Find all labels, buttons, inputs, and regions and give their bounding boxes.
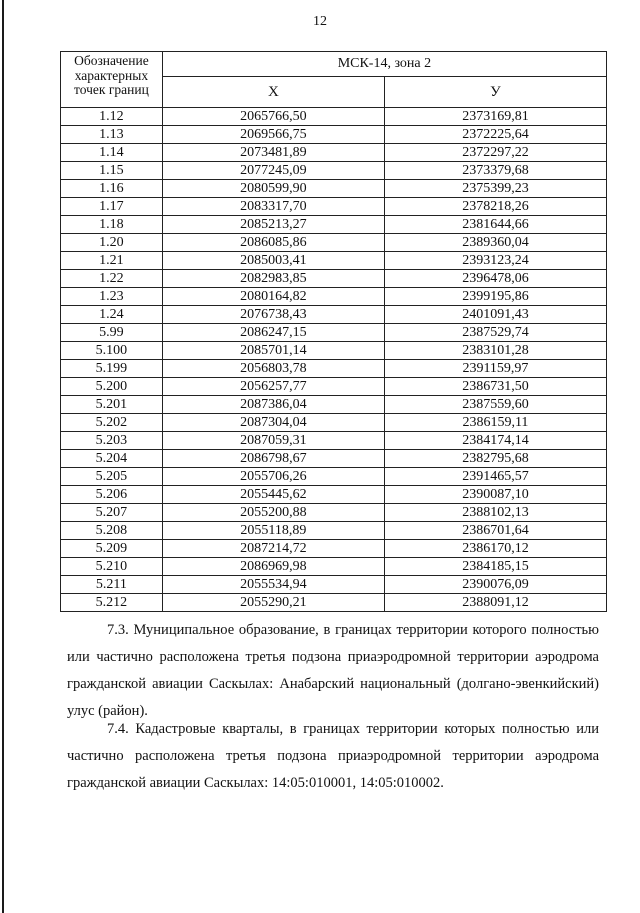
y-cell: 2378218,26 <box>384 198 606 216</box>
table-row <box>61 144 607 162</box>
y-cell: 2386701,64 <box>384 522 606 540</box>
table-row <box>61 486 607 504</box>
point-cell: 1.21 <box>61 252 163 270</box>
point-cell: 5.210 <box>61 558 163 576</box>
y-cell: 2390087,10 <box>384 486 606 504</box>
y-cell: 2375399,23 <box>384 180 606 198</box>
x-cell: 2085003,41 <box>162 252 384 270</box>
table-row <box>61 270 607 288</box>
y-cell: 2373169,81 <box>384 108 606 126</box>
x-cell: 2087214,72 <box>162 540 384 558</box>
point-cell: 1.12 <box>61 108 163 126</box>
x-cell: 2080164,82 <box>162 288 384 306</box>
x-cell: 2087386,04 <box>162 396 384 414</box>
y-cell: 2391465,57 <box>384 468 606 486</box>
x-cell: 2086085,86 <box>162 234 384 252</box>
point-cell: 1.15 <box>61 162 163 180</box>
x-cell: 2056803,78 <box>162 360 384 378</box>
point-cell: 5.205 <box>61 468 163 486</box>
point-cell: 1.20 <box>61 234 163 252</box>
table-row <box>61 450 607 468</box>
table-row <box>61 396 607 414</box>
point-cell: 1.16 <box>61 180 163 198</box>
table-row <box>61 252 607 270</box>
y-cell: 2387559,60 <box>384 396 606 414</box>
table-row <box>61 504 607 522</box>
table-row <box>61 288 607 306</box>
table-row <box>61 180 607 198</box>
point-cell: 5.100 <box>61 342 163 360</box>
table-row <box>61 342 607 360</box>
y-cell: 2389360,04 <box>384 234 606 252</box>
table-row <box>61 360 607 378</box>
x-cell: 2076738,43 <box>162 306 384 324</box>
y-cell: 2383101,28 <box>384 342 606 360</box>
table-row <box>61 108 607 126</box>
table-row <box>61 162 607 180</box>
point-cell: 5.206 <box>61 486 163 504</box>
point-cell: 1.23 <box>61 288 163 306</box>
point-cell: 5.211 <box>61 576 163 594</box>
point-cell: 5.201 <box>61 396 163 414</box>
x-cell: 2085701,14 <box>162 342 384 360</box>
y-cell: 2393123,24 <box>384 252 606 270</box>
y-cell: 2387529,74 <box>384 324 606 342</box>
x-cell: 2073481,89 <box>162 144 384 162</box>
paragraph-7-3: 7.3. Муниципальное образование, в границах территории которого полностью или частично расположена третья подзона приаэродромной территории аэродрома гражданской авиации Саскылах: Анабарский национальный (долгано-эвенкийский) улус (район). <box>67 622 599 719</box>
y-cell: 2373379,68 <box>384 162 606 180</box>
point-cell: 1.17 <box>61 198 163 216</box>
scan-edge-line <box>2 0 4 913</box>
x-cell: 2087059,31 <box>162 432 384 450</box>
table-row <box>61 126 607 144</box>
x-cell: 2083317,70 <box>162 198 384 216</box>
x-cell: 2086969,98 <box>162 558 384 576</box>
y-cell: 2386159,11 <box>384 414 606 432</box>
table-row <box>61 468 607 486</box>
paragraph-7-4: 7.4. Кадастровые кварталы, в границах территории которых полностью или частично расположена третья подзона приаэродромной территории аэродрома гражданской авиации Саскылах: 14:05:010001, 14:05:010002. <box>67 721 599 791</box>
y-cell: 2386170,12 <box>384 540 606 558</box>
x-cell: 2077245,09 <box>162 162 384 180</box>
point-cell: 1.18 <box>61 216 163 234</box>
y-cell: 2396478,06 <box>384 270 606 288</box>
point-cell: 5.203 <box>61 432 163 450</box>
y-cell: 2388091,12 <box>384 594 606 612</box>
table-row <box>61 576 607 594</box>
point-cell: 5.208 <box>61 522 163 540</box>
table-row <box>61 198 607 216</box>
y-cell: 2399195,86 <box>384 288 606 306</box>
x-cell: 2055706,26 <box>162 468 384 486</box>
page-number: 12 <box>313 14 327 29</box>
y-cell: 2384174,14 <box>384 432 606 450</box>
x-cell: 2087304,04 <box>162 414 384 432</box>
point-cell: 1.13 <box>61 126 163 144</box>
point-cell: 5.202 <box>61 414 163 432</box>
y-cell: 2382795,68 <box>384 450 606 468</box>
header-x: X <box>162 77 384 108</box>
point-cell: 5.207 <box>61 504 163 522</box>
coordinates-table <box>60 51 607 612</box>
x-cell: 2055290,21 <box>162 594 384 612</box>
x-cell: 2086247,15 <box>162 324 384 342</box>
x-cell: 2055118,89 <box>162 522 384 540</box>
y-cell: 2381644,66 <box>384 216 606 234</box>
header-point-designation: Обозначение характерных точек границ <box>61 52 163 108</box>
table-row <box>61 414 607 432</box>
point-cell: 1.22 <box>61 270 163 288</box>
table-row <box>61 306 607 324</box>
table-row <box>61 234 607 252</box>
x-cell: 2055200,88 <box>162 504 384 522</box>
point-cell: 1.24 <box>61 306 163 324</box>
point-cell: 5.99 <box>61 324 163 342</box>
table-row <box>61 378 607 396</box>
y-cell: 2372225,64 <box>384 126 606 144</box>
x-cell: 2080599,90 <box>162 180 384 198</box>
table-body <box>61 108 607 612</box>
y-cell: 2388102,13 <box>384 504 606 522</box>
table-row <box>61 432 607 450</box>
y-cell: 2384185,15 <box>384 558 606 576</box>
point-cell: 5.200 <box>61 378 163 396</box>
x-cell: 2065766,50 <box>162 108 384 126</box>
y-cell: 2391159,97 <box>384 360 606 378</box>
header-coordinate-system: МСК-14, зона 2 <box>162 52 606 77</box>
y-cell: 2386731,50 <box>384 378 606 396</box>
table-row <box>61 216 607 234</box>
table-row <box>61 522 607 540</box>
header-y: У <box>384 77 606 108</box>
table-row <box>61 558 607 576</box>
point-cell: 5.199 <box>61 360 163 378</box>
table-row <box>61 540 607 558</box>
table-row <box>61 324 607 342</box>
x-cell: 2055534,94 <box>162 576 384 594</box>
point-cell: 5.212 <box>61 594 163 612</box>
point-cell: 5.204 <box>61 450 163 468</box>
x-cell: 2069566,75 <box>162 126 384 144</box>
table-row <box>61 594 607 612</box>
x-cell: 2086798,67 <box>162 450 384 468</box>
x-cell: 2085213,27 <box>162 216 384 234</box>
y-cell: 2372297,22 <box>384 144 606 162</box>
point-cell: 1.14 <box>61 144 163 162</box>
y-cell: 2401091,43 <box>384 306 606 324</box>
point-cell: 5.209 <box>61 540 163 558</box>
y-cell: 2390076,09 <box>384 576 606 594</box>
x-cell: 2082983,85 <box>162 270 384 288</box>
x-cell: 2055445,62 <box>162 486 384 504</box>
x-cell: 2056257,77 <box>162 378 384 396</box>
